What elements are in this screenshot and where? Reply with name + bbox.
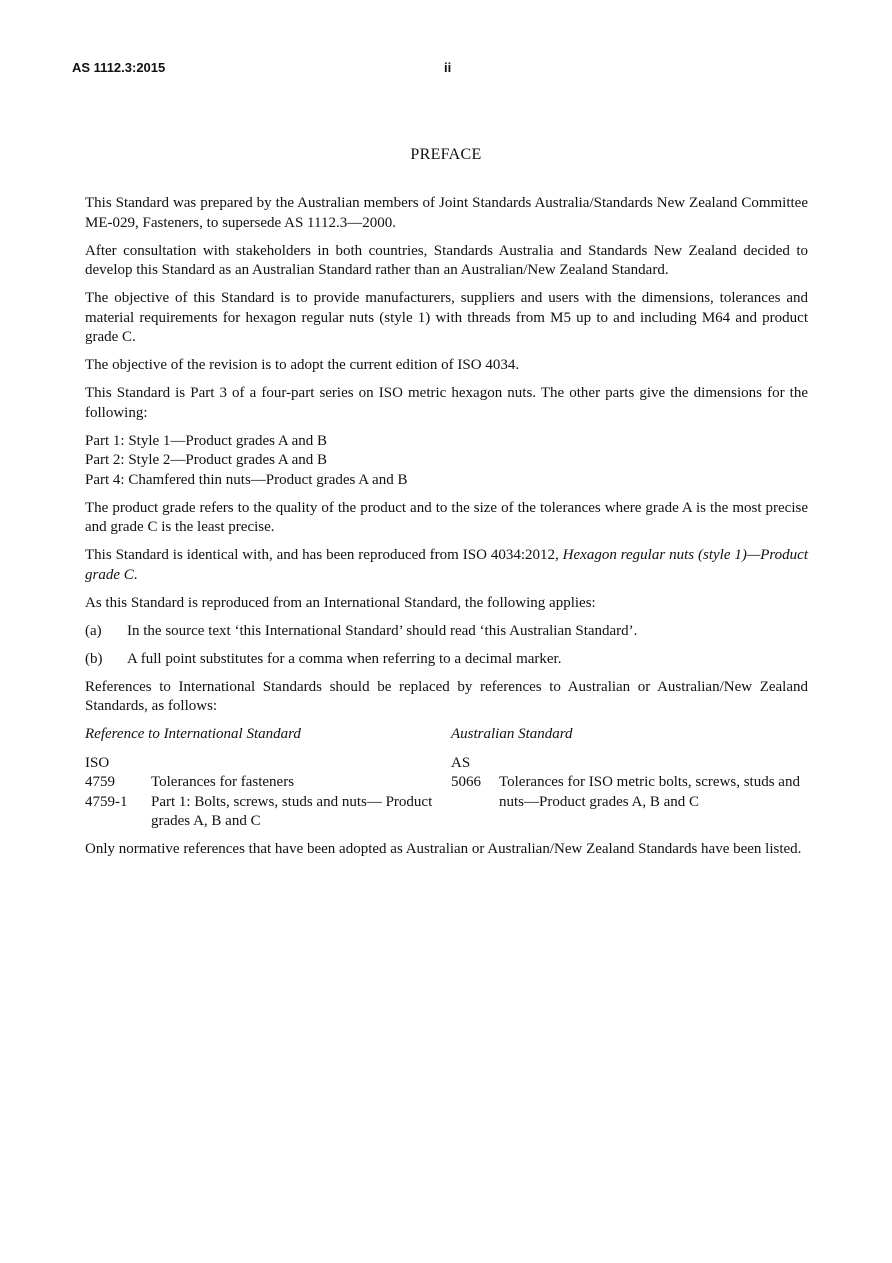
reference-title: Part 1: Bolts, screws, studs and nuts— Product grades A, B and C (151, 793, 433, 829)
iso-prefix: ISO (85, 754, 110, 771)
page-header (72, 60, 820, 80)
paragraph-identical-with (85, 546, 808, 585)
identical-with-suffix: . (133, 566, 138, 583)
paragraph-normative-references: Only normative references that have been adopted as Australian or Australian/New Zealand Standards have been listed. (85, 841, 802, 857)
reference-row (451, 773, 808, 812)
list-label: (a) (85, 622, 102, 639)
reference-code: 5066 (451, 774, 481, 790)
paragraph-applies: As this Standard is reproduced from an International Standard, the following applies: (85, 594, 596, 611)
page-title: PREFACE (410, 146, 482, 163)
reference-row (85, 793, 451, 832)
paragraph-revision-objective: The objective of the revision is to adopt the current edition of ISO 4034. (85, 357, 520, 373)
reference-title: Tolerances for fasteners (151, 774, 295, 790)
paragraph-prepared-by: This Standard was prepared by the Australian members of Joint Standards Australia/Standards New Zealand Committee ME-029, Fasteners, to supersede AS 1112.3—2000. (85, 195, 808, 231)
international-references-heading: Reference to International Standard (85, 726, 301, 742)
paragraph-series: This Standard is Part 3 of a four-part series on ISO metric hexagon nuts. The other parts give the dimensions for the following: (85, 385, 808, 421)
list-text: A full point substitutes for a comma when referring to a decimal marker. (127, 650, 562, 667)
reference-row (85, 773, 451, 793)
as-prefix: AS (451, 754, 471, 771)
international-references-column (85, 725, 451, 832)
list-item-b (85, 650, 808, 670)
paragraph-product-grade: The product grade refers to the quality of the product and to the size of the tolerances where grade A is the most precise and grade C is the least precise. (85, 499, 808, 535)
list-label: (b) (85, 650, 103, 667)
list-text: In the source text ‘this International Standard’ should read ‘this Australian Standard’. (127, 622, 638, 639)
australian-references-heading: Australian Standard (451, 726, 573, 742)
page-number: ii (444, 60, 452, 75)
references-table (85, 725, 808, 832)
preface-body (85, 194, 808, 868)
source-standard-title: Hexagon regular nuts (style 1)—Product grade C (85, 547, 808, 583)
parts-list-item: Part 2: Style 2—Product grades A and B (85, 452, 328, 468)
parts-list-item: Part 4: Chamfered thin nuts—Product grades A and B (85, 471, 408, 488)
document-id: AS 1112.3:2015 (72, 60, 166, 75)
reference-title: Tolerances for ISO metric bolts, screws, studs and nuts—Product grades A, B and C (499, 774, 800, 810)
paragraph-objective: The objective of this Standard is to provide manufacturers, suppliers and users with the dimensions, tolerances and material requirements for hexagon regular nuts (style 1) with threads from M5 up to and including M64 and product grade C. (85, 290, 808, 345)
australian-references-column (451, 725, 808, 832)
parts-list (85, 432, 808, 491)
parts-list-item: Part 1: Style 1—Product grades A and B (85, 432, 328, 449)
paragraph-consultation: After consultation with stakeholders in both countries, Standards Australia and Standards New Zealand decided to develop this Standard as an Australian Standard rather than an Australian/New Zealand Standard. (85, 242, 808, 278)
paragraph-references: References to International Standards should be replaced by references to Australian or Australian/New Zealand Standards, as follows: (85, 678, 808, 714)
reference-code: 4759-1 (85, 793, 128, 810)
identical-with-text: This Standard is identical with, and has been reproduced from ISO 4034:2012, (85, 547, 563, 563)
list-item-a (85, 622, 808, 642)
reference-code: 4759 (85, 774, 115, 790)
